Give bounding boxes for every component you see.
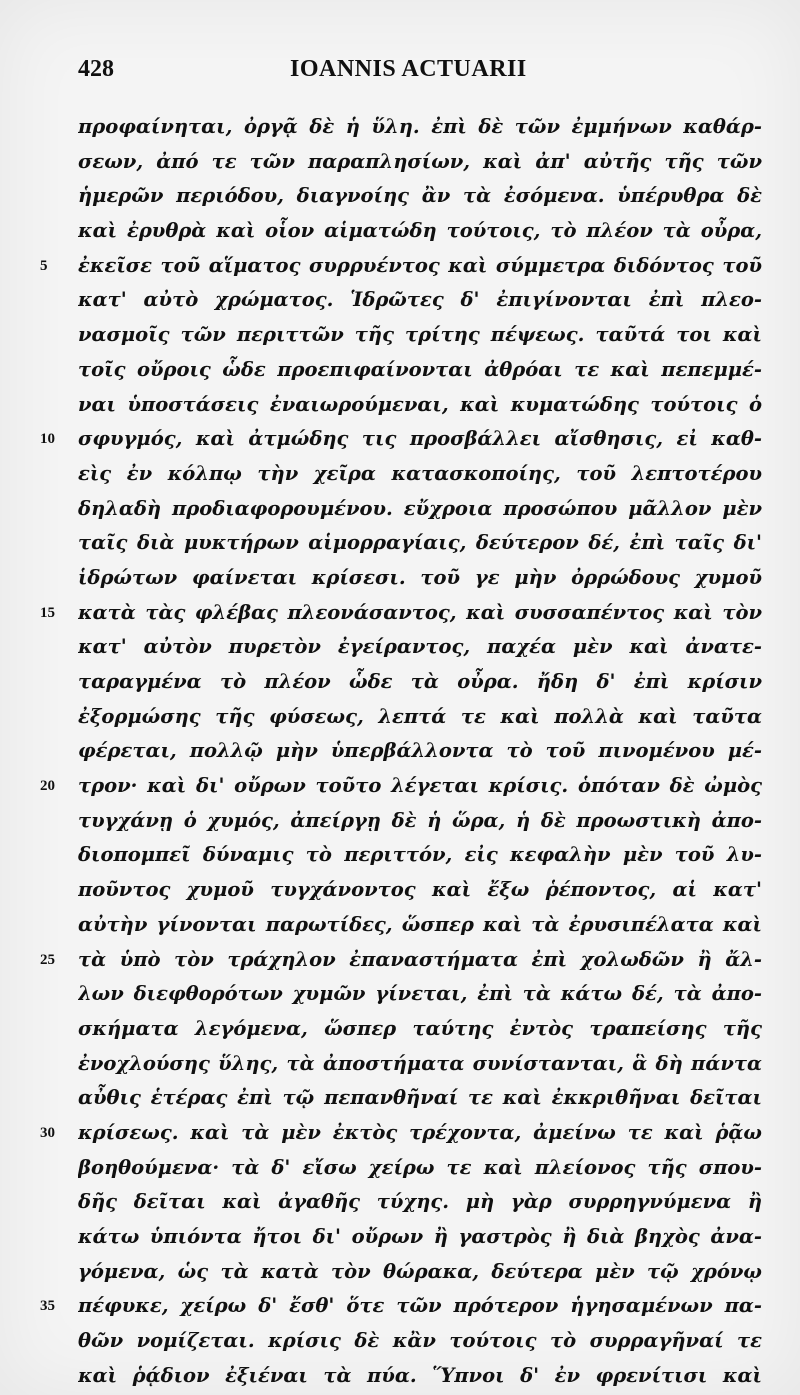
line-text: σκήματα λεγόμενα, ὥσπερ ταύτης ἐντὸς τραπείσης τῆς (78, 1016, 762, 1040)
text-line (0, 630, 800, 665)
text-line (0, 1185, 800, 1220)
text-line (0, 457, 800, 492)
line-text: δηλαδὴ προδιαφορουμένου. εὔχροια προσώπου μᾶλλον μὲν (78, 496, 762, 520)
text-line (0, 561, 800, 596)
text-line (0, 769, 800, 804)
text-line (0, 734, 800, 769)
line-text: γόμενα, ὡς τὰ κατὰ τὸν θώρακα, δεύτερα μὲν τῷ χρόνῳ (78, 1259, 762, 1283)
text-line (0, 804, 800, 839)
line-text: αὐτὴν γίνονται παρωτίδες, ὥσπερ καὶ τὰ ἐρυσιπέλατα καὶ (78, 912, 762, 936)
line-text: ποῦντος χυμοῦ τυγχάνοντος καὶ ἔξω ῥέποντος, αἱ κατ' (78, 878, 762, 902)
text-line (0, 665, 800, 700)
text-line (0, 214, 800, 249)
line-text: τρον· καὶ δι' οὔρων τοῦτο λέγεται κρίσις. ὁπόταν δὲ ὠμὸς (78, 774, 762, 798)
text-line (0, 943, 800, 978)
line-text: νασμοῖς τῶν περιττῶν τῆς τρίτης πέψεως. ταῦτά τοι καὶ (78, 323, 762, 347)
text-line (0, 1047, 800, 1082)
text-line (0, 1324, 800, 1359)
text-line (0, 1220, 800, 1255)
text-line (0, 388, 800, 423)
line-text: κατὰ τὰς φλέβας πλεονάσαντος, καὶ συσσαπέντος καὶ τὸν (78, 600, 762, 624)
line-text: δῆς δεῖται καὶ ἀγαθῆς τύχης. μὴ γὰρ συρρηγνύμενα ἢ (78, 1190, 762, 1214)
text-line (0, 1081, 800, 1116)
line-text: κατ' αὐτὸ χρώματος. Ἱδρῶτες δ' ἐπιγίνονται ἐπὶ πλεο- (78, 288, 762, 312)
text-line (0, 145, 800, 180)
line-text: καὶ ῥᾴδιον ἐξιέναι τὰ πύα. Ὕπνοι δ' ἐν φρενίτισι καὶ (78, 1363, 762, 1387)
text-line (0, 873, 800, 908)
line-number: 20 (40, 778, 55, 795)
line-text: τὰ ὑπὸ τὸν τράχηλον ἐπαναστήματα ἐπὶ χολωδῶν ἢ ἄλ- (78, 947, 762, 971)
page-number: 428 (78, 56, 114, 82)
text-line (0, 179, 800, 214)
line-number: 5 (40, 257, 48, 274)
text-line (0, 110, 800, 145)
text-line (0, 318, 800, 353)
text-line (0, 838, 800, 873)
text-line (0, 1255, 800, 1290)
text-block (0, 110, 800, 1393)
line-text: ταραγμένα τὸ πλέον ὧδε τὰ οὖρα. ἤδη δ' ἐπὶ κρίσιν (78, 670, 762, 693)
running-head (78, 56, 760, 92)
line-number: 30 (40, 1124, 55, 1141)
text-line (0, 422, 800, 457)
line-number: 35 (40, 1298, 55, 1315)
line-text: πέφυκε, χείρω δ' ἔσθ' ὅτε τῶν πρότερον ἡγησαμένων πα- (78, 1294, 762, 1318)
line-text: προφαίνηται, ὀργᾷ δὲ ἡ ὕλη. ἐπὶ δὲ τῶν ἐμμήνων καθάρ- (78, 115, 762, 138)
line-text: σεων, ἀπό τε τῶν παραπλησίων, καὶ ἀπ' αὐτῆς τῆς τῶν (78, 149, 762, 173)
line-number: 15 (40, 604, 55, 621)
text-line (0, 283, 800, 318)
line-text: εὶς ἐν κόλπῳ τὴν χεῖρα κατασκοποίης, τοῦ λεπτοτέρου (78, 461, 762, 485)
running-title: IOANNIS ACTUARII (290, 56, 527, 82)
line-text: ἡμερῶν περιόδου, διαγνοίης ἂν τὰ ἐσόμενα. ὑπέρυθρα δὲ (78, 184, 762, 208)
text-line (0, 492, 800, 527)
text-line (0, 353, 800, 388)
line-text: κάτω ὑπιόντα ἤτοι δι' οὔρων ἢ γαστρὸς ἢ διὰ βηχὸς ἀνα- (78, 1225, 762, 1248)
line-text: ταῖς διὰ μυκτήρων αἱμορραγίαις, δεύτερον δέ, ἐπὶ ταῖς δι' (78, 531, 762, 555)
text-line (0, 977, 800, 1012)
line-number: 25 (40, 951, 55, 968)
text-line (0, 596, 800, 631)
line-text: θῶν νομίζεται. κρίσις δὲ κἂν τούτοις τὸ συρραγῆναί τε (78, 1329, 762, 1353)
line-text: φέρεται, πολλῷ μὴν ὑπερβάλλοντα τὸ τοῦ πινομένου μέ- (78, 739, 762, 763)
text-line (0, 1289, 800, 1324)
text-line (0, 1359, 800, 1394)
text-line (0, 249, 800, 284)
text-line (0, 1116, 800, 1151)
text-line (0, 1151, 800, 1186)
line-text: ἐξορμώσης τῆς φύσεως, λεπτά τε καὶ πολλὰ καὶ ταῦτα (78, 704, 762, 728)
line-text: βοηθούμενα· τὰ δ' εἴσω χείρω τε καὶ πλείονος τῆς σπου- (78, 1155, 762, 1179)
line-text: τοῖς οὔροις ὧδε προεπιφαίνονται ἀθρόαι τε καὶ πεπεμμέ- (78, 357, 762, 381)
line-text: ἐκεῖσε τοῦ αἵματος συρρυέντος καὶ σύμμετρα διδόντος τοῦ (78, 253, 762, 277)
line-text: ἱδρώτων φαίνεται κρίσεσι. τοῦ γε μὴν ὀρρώδους χυμοῦ (78, 565, 762, 589)
line-text: καὶ ἐρυθρὰ καὶ οἷον αἱματώδη τούτοις, τὸ πλέον τὰ οὖρα, (78, 219, 762, 243)
line-text: ναι ὑποστάσεις ἐναιωρούμεναι, καὶ κυματώδης τούτοις ὁ (78, 392, 762, 416)
text-line (0, 1012, 800, 1047)
line-text: τυγχάνῃ ὁ χυμός, ἀπείργῃ δὲ ἡ ὥρα, ἡ δὲ προωστικὴ ἀπο- (78, 808, 762, 832)
line-text: κρίσεως. καὶ τὰ μὲν ἐκτὸς τρέχοντα, ἀμείνω τε καὶ ῥᾷω (78, 1120, 762, 1144)
line-text: σφυγμός, καὶ ἀτμώδης τις προσβάλλει αἴσθησις, εἰ καθ- (78, 427, 762, 451)
text-line (0, 908, 800, 943)
line-text: λων διεφθορότων χυμῶν γίνεται, ἐπὶ τὰ κάτω δέ, τὰ ἀπο- (78, 982, 762, 1006)
line-text: αὖθις ἑτέρας ἐπὶ τῷ πεπανθῆναί τε καὶ ἐκκριθῆναι δεῖται (78, 1086, 762, 1110)
line-number: 10 (40, 431, 55, 448)
line-text: ἐνοχλούσης ὕλης, τὰ ἀποστήματα συνίστανται, ἃ δὴ πάντα (78, 1051, 762, 1075)
line-text: κατ' αὐτὸν πυρετὸν ἐγείραντος, παχέα μὲν καὶ ἀνατε- (78, 635, 762, 659)
text-line (0, 526, 800, 561)
line-text: διοπομπεῖ δύναμις τὸ περιττόν, εἰς κεφαλὴν μὲν τοῦ λυ- (78, 843, 762, 867)
text-line (0, 700, 800, 735)
